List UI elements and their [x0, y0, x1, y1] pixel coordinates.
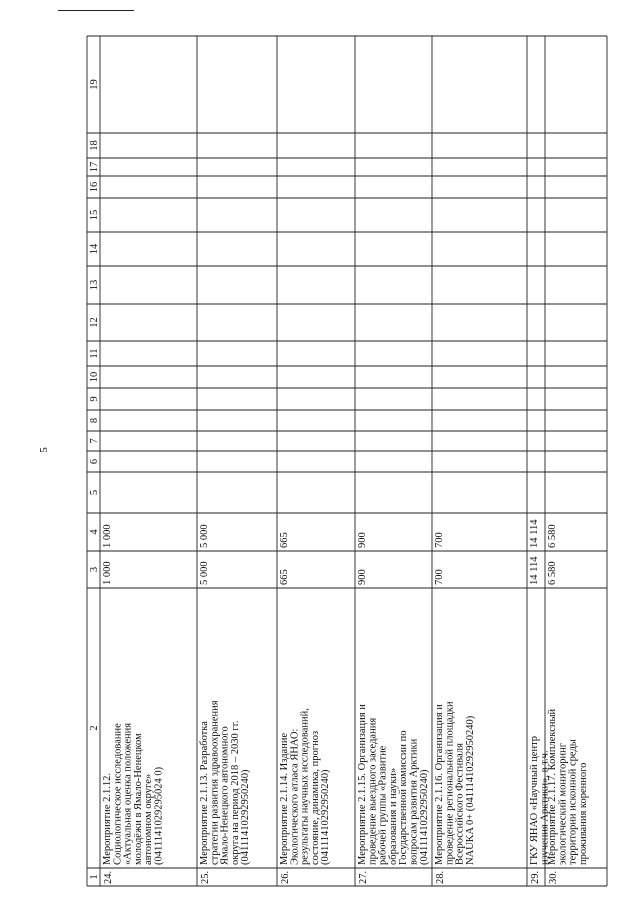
table-grid: [87, 36, 607, 886]
page-number: 5: [38, 447, 50, 453]
row-name-line: экологический мониторинг: [557, 742, 569, 865]
rotated-budget-table: [87, 36, 607, 886]
column-header-number: 3: [89, 566, 100, 573]
row-name-line: Всероссийского Фестиваля: [454, 743, 466, 865]
row-name-line: «Актуальная оценка положения: [122, 722, 134, 865]
row-name-line: NAUKA 0+ (04111410292950240): [464, 715, 476, 865]
row-value-col3: 5 000: [199, 561, 210, 585]
column-header-number: 11: [89, 348, 100, 359]
row-name-line: вопросам развития Арктики: [408, 738, 420, 865]
row-value-col3: 14 114: [529, 556, 540, 585]
row-name-line: Экологического атласа ЯНАО:: [289, 728, 301, 865]
row-value-col4: 700: [434, 532, 445, 548]
row-name-line: результаты научных исследований,: [299, 708, 311, 865]
row-value-col3: 900: [357, 569, 368, 585]
row-value-col3: 665: [279, 569, 290, 585]
row-name-line: Мероприятие 2.1.17. Комплексный: [547, 708, 558, 865]
column-header-number: 7: [89, 438, 100, 444]
row-name-line: (04111410292950240): [240, 769, 252, 865]
top-rule: [58, 10, 134, 11]
row-name-line: Государственной комиссии по: [398, 730, 410, 865]
column-header-number: 4: [89, 529, 100, 535]
row-value-col4: 900: [357, 532, 368, 548]
row-name-line: Мероприятие 2.1.13. Разработка: [199, 721, 210, 865]
row-value-col3: 1 000: [102, 561, 113, 585]
row-value-col3: 700: [434, 569, 445, 585]
column-header-number: 10: [89, 371, 100, 383]
row-name-line: проживания коренного: [577, 762, 589, 865]
row-name-line: проведение региональной площадки: [444, 701, 456, 865]
row-number: 26.: [280, 870, 291, 884]
row-name-line: (0411141029295024 0): [153, 766, 165, 865]
row-name-line: территории исконной среды: [567, 739, 579, 865]
column-header-number: 12: [89, 317, 100, 328]
column-header-number: 15: [89, 209, 100, 221]
row-name-line: ГКУ ЯНАО «Научный центр: [529, 735, 540, 865]
row-name-line: молодёжи в Ямало-Ненецком: [132, 733, 144, 865]
row-name-line: Мероприятие 2.1.16. Организация и: [434, 704, 445, 865]
row-name-line: автономном округе»: [143, 773, 155, 865]
column-header-number: 13: [89, 279, 100, 291]
row-name-line: состояние, динамика, прогноз: [309, 730, 321, 865]
row-name-line: (04111410292950240): [320, 769, 332, 865]
row-value-col4: 1 000: [102, 524, 113, 548]
row-name-line: Социологическое исследование: [112, 723, 124, 865]
row-number: 27.: [358, 870, 369, 884]
row-name-line: (04111410292950240): [418, 769, 430, 865]
row-number: 24.: [103, 870, 114, 884]
row-name-line: Ямало-Ненецкого автономного: [219, 726, 231, 865]
row-value-col4: 6 580: [547, 524, 558, 548]
column-header-number: 17: [89, 161, 100, 173]
column-header-number: 14: [89, 243, 100, 255]
column-header-number: 16: [89, 181, 100, 193]
column-header-number: 2: [89, 725, 100, 731]
row-name-line: стратегии развития здравоохранения: [209, 700, 221, 865]
column-header-number: 8: [89, 417, 100, 424]
row-value-col4: 14 114: [529, 519, 540, 548]
row-number: 30.: [548, 870, 559, 884]
row-value-col3: 6 580: [547, 561, 558, 585]
row-value-col4: 5 000: [199, 524, 210, 548]
row-name-line: проведение выездного заседания: [367, 717, 379, 865]
row-name-line: округа на период 2018 – 2030 гг.: [229, 720, 241, 865]
column-header-number: 19: [89, 79, 100, 90]
row-number: 28.: [435, 870, 446, 884]
row-name-line: образования и науки»: [387, 767, 399, 865]
row-value-col4: 665: [279, 532, 290, 548]
row-number: 25.: [200, 870, 211, 884]
row-name-line: изучения Арктики», в т.ч.: [539, 750, 551, 865]
row-name-line: рабочей группы «Развитие: [377, 745, 389, 865]
column-header-number: 1: [89, 874, 100, 880]
column-header-number: 18: [89, 140, 100, 151]
column-header-number: 6: [89, 458, 100, 465]
column-header-number: 9: [89, 396, 100, 402]
row-number: 29.: [530, 870, 541, 884]
row-name-line: Мероприятие 2.1.15. Организация и: [357, 704, 368, 865]
row-name-line: Мероприятие 2.1.12.: [102, 772, 113, 865]
row-name-line: Мероприятие 2.1.14. Издание: [279, 732, 290, 865]
column-header-number: 5: [89, 489, 100, 496]
